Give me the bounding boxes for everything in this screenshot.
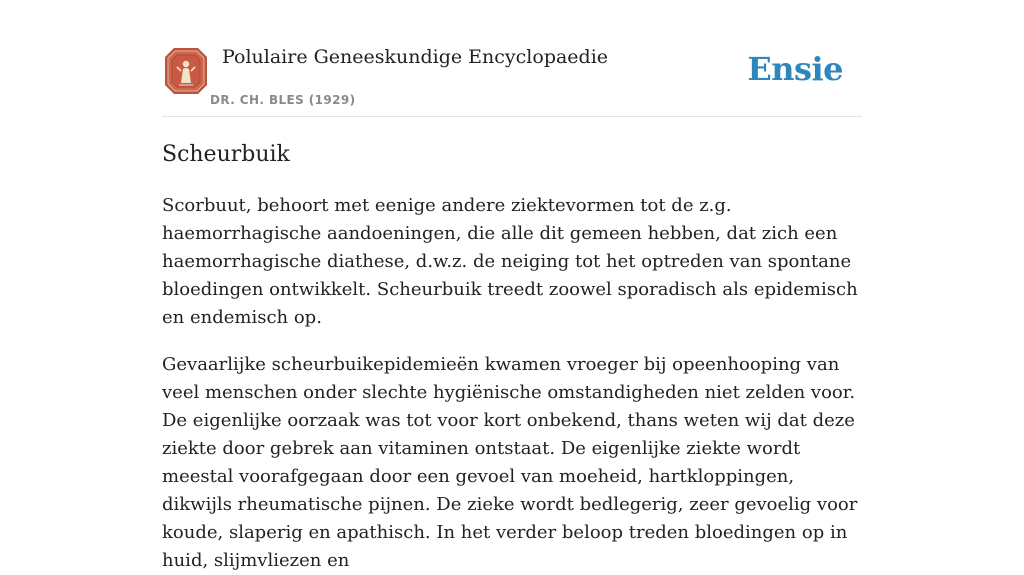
article-paragraph: Scorbuut, behoort met eenige andere ziektevormen tot de z.g. haemorrhagische aandoeningen, die alle dit gemeen hebben, dat zich een haemorrhagische diathese, d.w.z. de neiging tot het optreden van spontane bloedingen ontwikkelt. Scheurbuik treedt zoowel sporadisch als epidemisch en endemisch op. [162,195,858,328]
brand-logo-link[interactable]: Ensie [747,50,843,88]
article [162,140,862,575]
article-title: Scheurbuik [162,142,290,167]
publication-title[interactable]: Polulaire Geneeskundige Encyclopaedie [222,46,609,68]
article-paragraph: Gevaarlijke scheurbuikepidemieën kwamen vroeger bij opeenhooping van veel menschen onder slechte hygiënische omstandigheden niet zelden voor. De eigenlijke oorzaak was tot voor kort onbekend, thans weten wij dat deze ziekte door gebrek aan vitaminen ontstaat. De eigenlijke ziekte wordt meestal voorafgegaan door een gevoel van moeheid, hartkloppingen, dikwijls rheumatische pijnen. De zieke wordt bedlegerig, zeer gevoelig voor koude, slaperig en apathisch. In het verder beloop treden bloedingen op in huid, slijmvliezen en [162,354,858,571]
author-year: DR. CH. BLES (1929) [210,93,356,107]
seal-logo-icon[interactable] [164,47,208,95]
header [162,38,862,117]
